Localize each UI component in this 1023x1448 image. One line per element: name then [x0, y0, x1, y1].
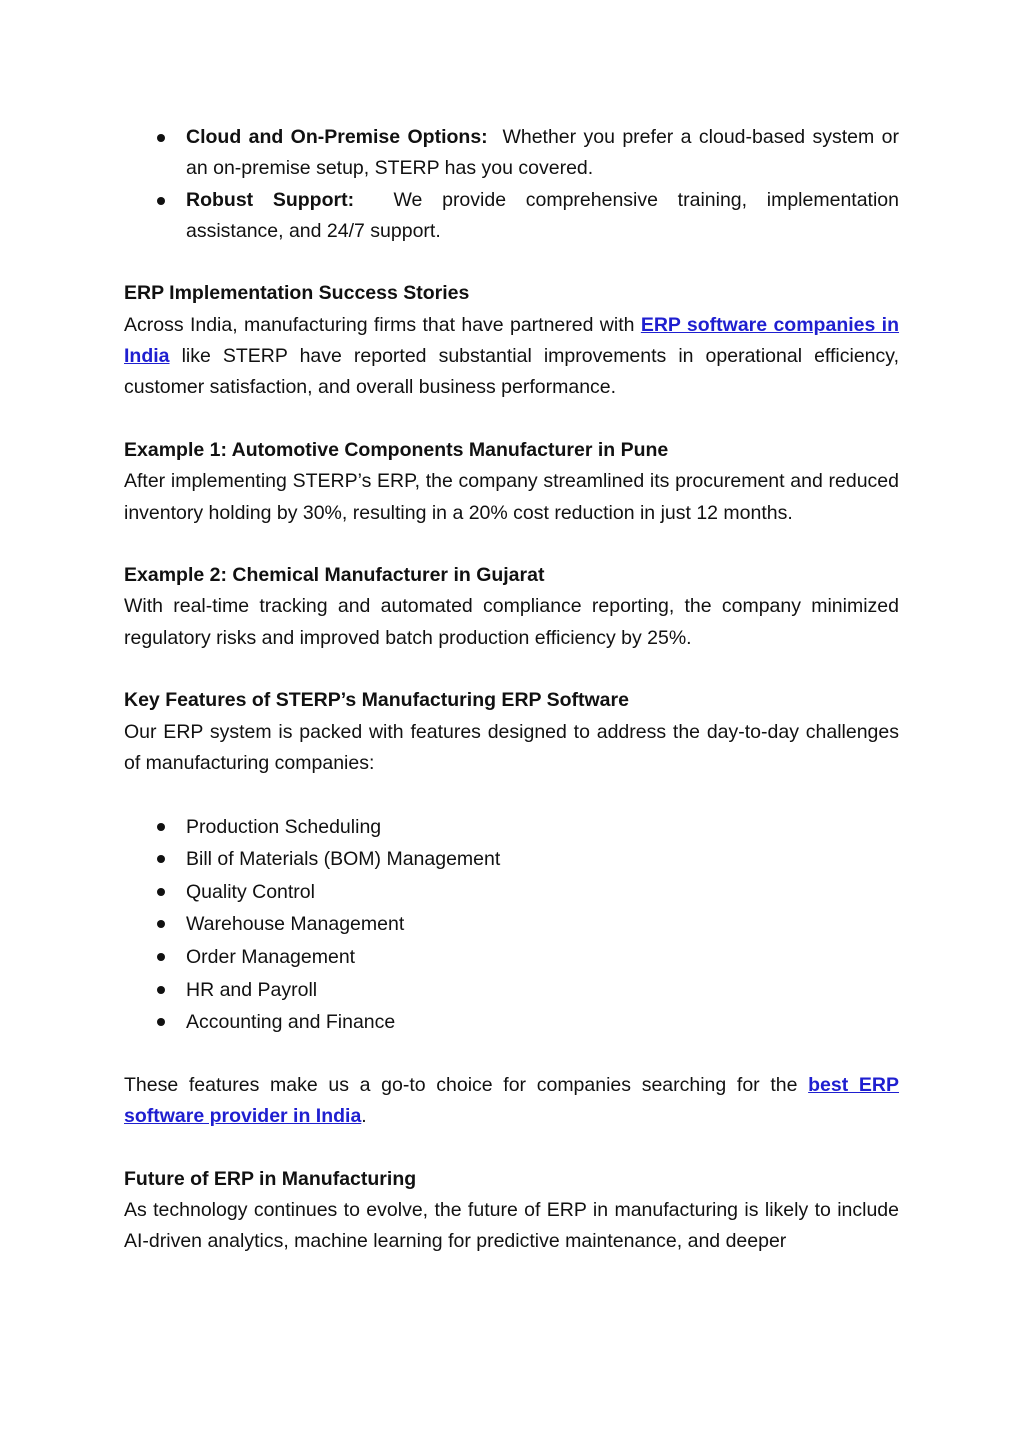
best-erp-provider-link[interactable]: best ERP software provider in India: [124, 1073, 899, 1128]
paragraph-features-intro: Our ERP system is packed with features designed to address the day-to-day challenges of manufacturing companies:: [124, 720, 899, 774]
list-item: [124, 122, 899, 185]
spacer: [124, 779, 899, 810]
section-heading-example-1: Example 1: Automotive Components Manufacturer in Pune: [124, 438, 669, 461]
paragraph-example-1: After implementing STERP’s ERP, the company streamlined its procurement and reduced inventory holding by 30%, resulting in a 20% cost reduction in just 12 months.: [124, 470, 899, 524]
paragraph-text: Across India, manufacturing firms that have partnered with: [124, 313, 635, 336]
paragraph-features-closing: [124, 1070, 899, 1133]
spacer: [124, 404, 899, 435]
spacer: [124, 529, 899, 560]
list-item: Accounting and Finance: [124, 1006, 899, 1039]
spacer: [124, 654, 899, 685]
list-item: Warehouse Management: [124, 908, 899, 941]
erp-software-companies-link[interactable]: ERP software companies in India: [124, 313, 900, 368]
paragraph-text: .: [361, 1105, 367, 1128]
paragraph-future: As technology continues to evolve, the future of ERP in manufacturing is likely to include AI-driven analytics, machine learning for predictive maintenance, and deeper: [124, 1199, 899, 1253]
document-page: [124, 122, 899, 1258]
spacer: [124, 247, 899, 278]
bullet-label: Cloud and On-Premise Options:: [186, 126, 488, 148]
spacer: [124, 1039, 899, 1070]
section-heading-example-2: Example 2: Chemical Manufacturer in Gujarat: [124, 564, 545, 587]
paragraph-text: like STERP have reported substantial improvements in operational efficiency, customer satisfaction, and overall business performance.: [124, 345, 899, 399]
list-item: Production Scheduling: [124, 811, 899, 844]
bullet-text: Whether you prefer a cloud-based system or an on-premise setup, STERP has you covered.: [186, 126, 899, 180]
list-item: [124, 185, 899, 248]
paragraph-success-stories: [124, 310, 899, 404]
benefits-list: [124, 122, 899, 247]
list-item: HR and Payroll: [124, 974, 899, 1007]
spacer: [124, 1133, 899, 1164]
list-item: Bill of Materials (BOM) Management: [124, 843, 899, 876]
paragraph-example-2: With real-time tracking and automated compliance reporting, the company minimized regulatory risks and improved batch production efficiency by 25%.: [124, 595, 899, 649]
section-heading-future: Future of ERP in Manufacturing: [124, 1167, 417, 1190]
list-item: Order Management: [124, 941, 899, 974]
features-list: [124, 811, 899, 1039]
bullet-text: We provide comprehensive training, implementation assistance, and 24/7 support.: [186, 188, 899, 242]
section-heading-success-stories: ERP Implementation Success Stories: [124, 282, 470, 305]
section-heading-key-features: Key Features of STERP’s Manufacturing ERP Software: [124, 689, 629, 712]
paragraph-text: These features make us a go-to choice for companies searching for the: [124, 1073, 798, 1096]
list-item: Quality Control: [124, 876, 899, 909]
bullet-label: Robust Support:: [186, 188, 355, 211]
